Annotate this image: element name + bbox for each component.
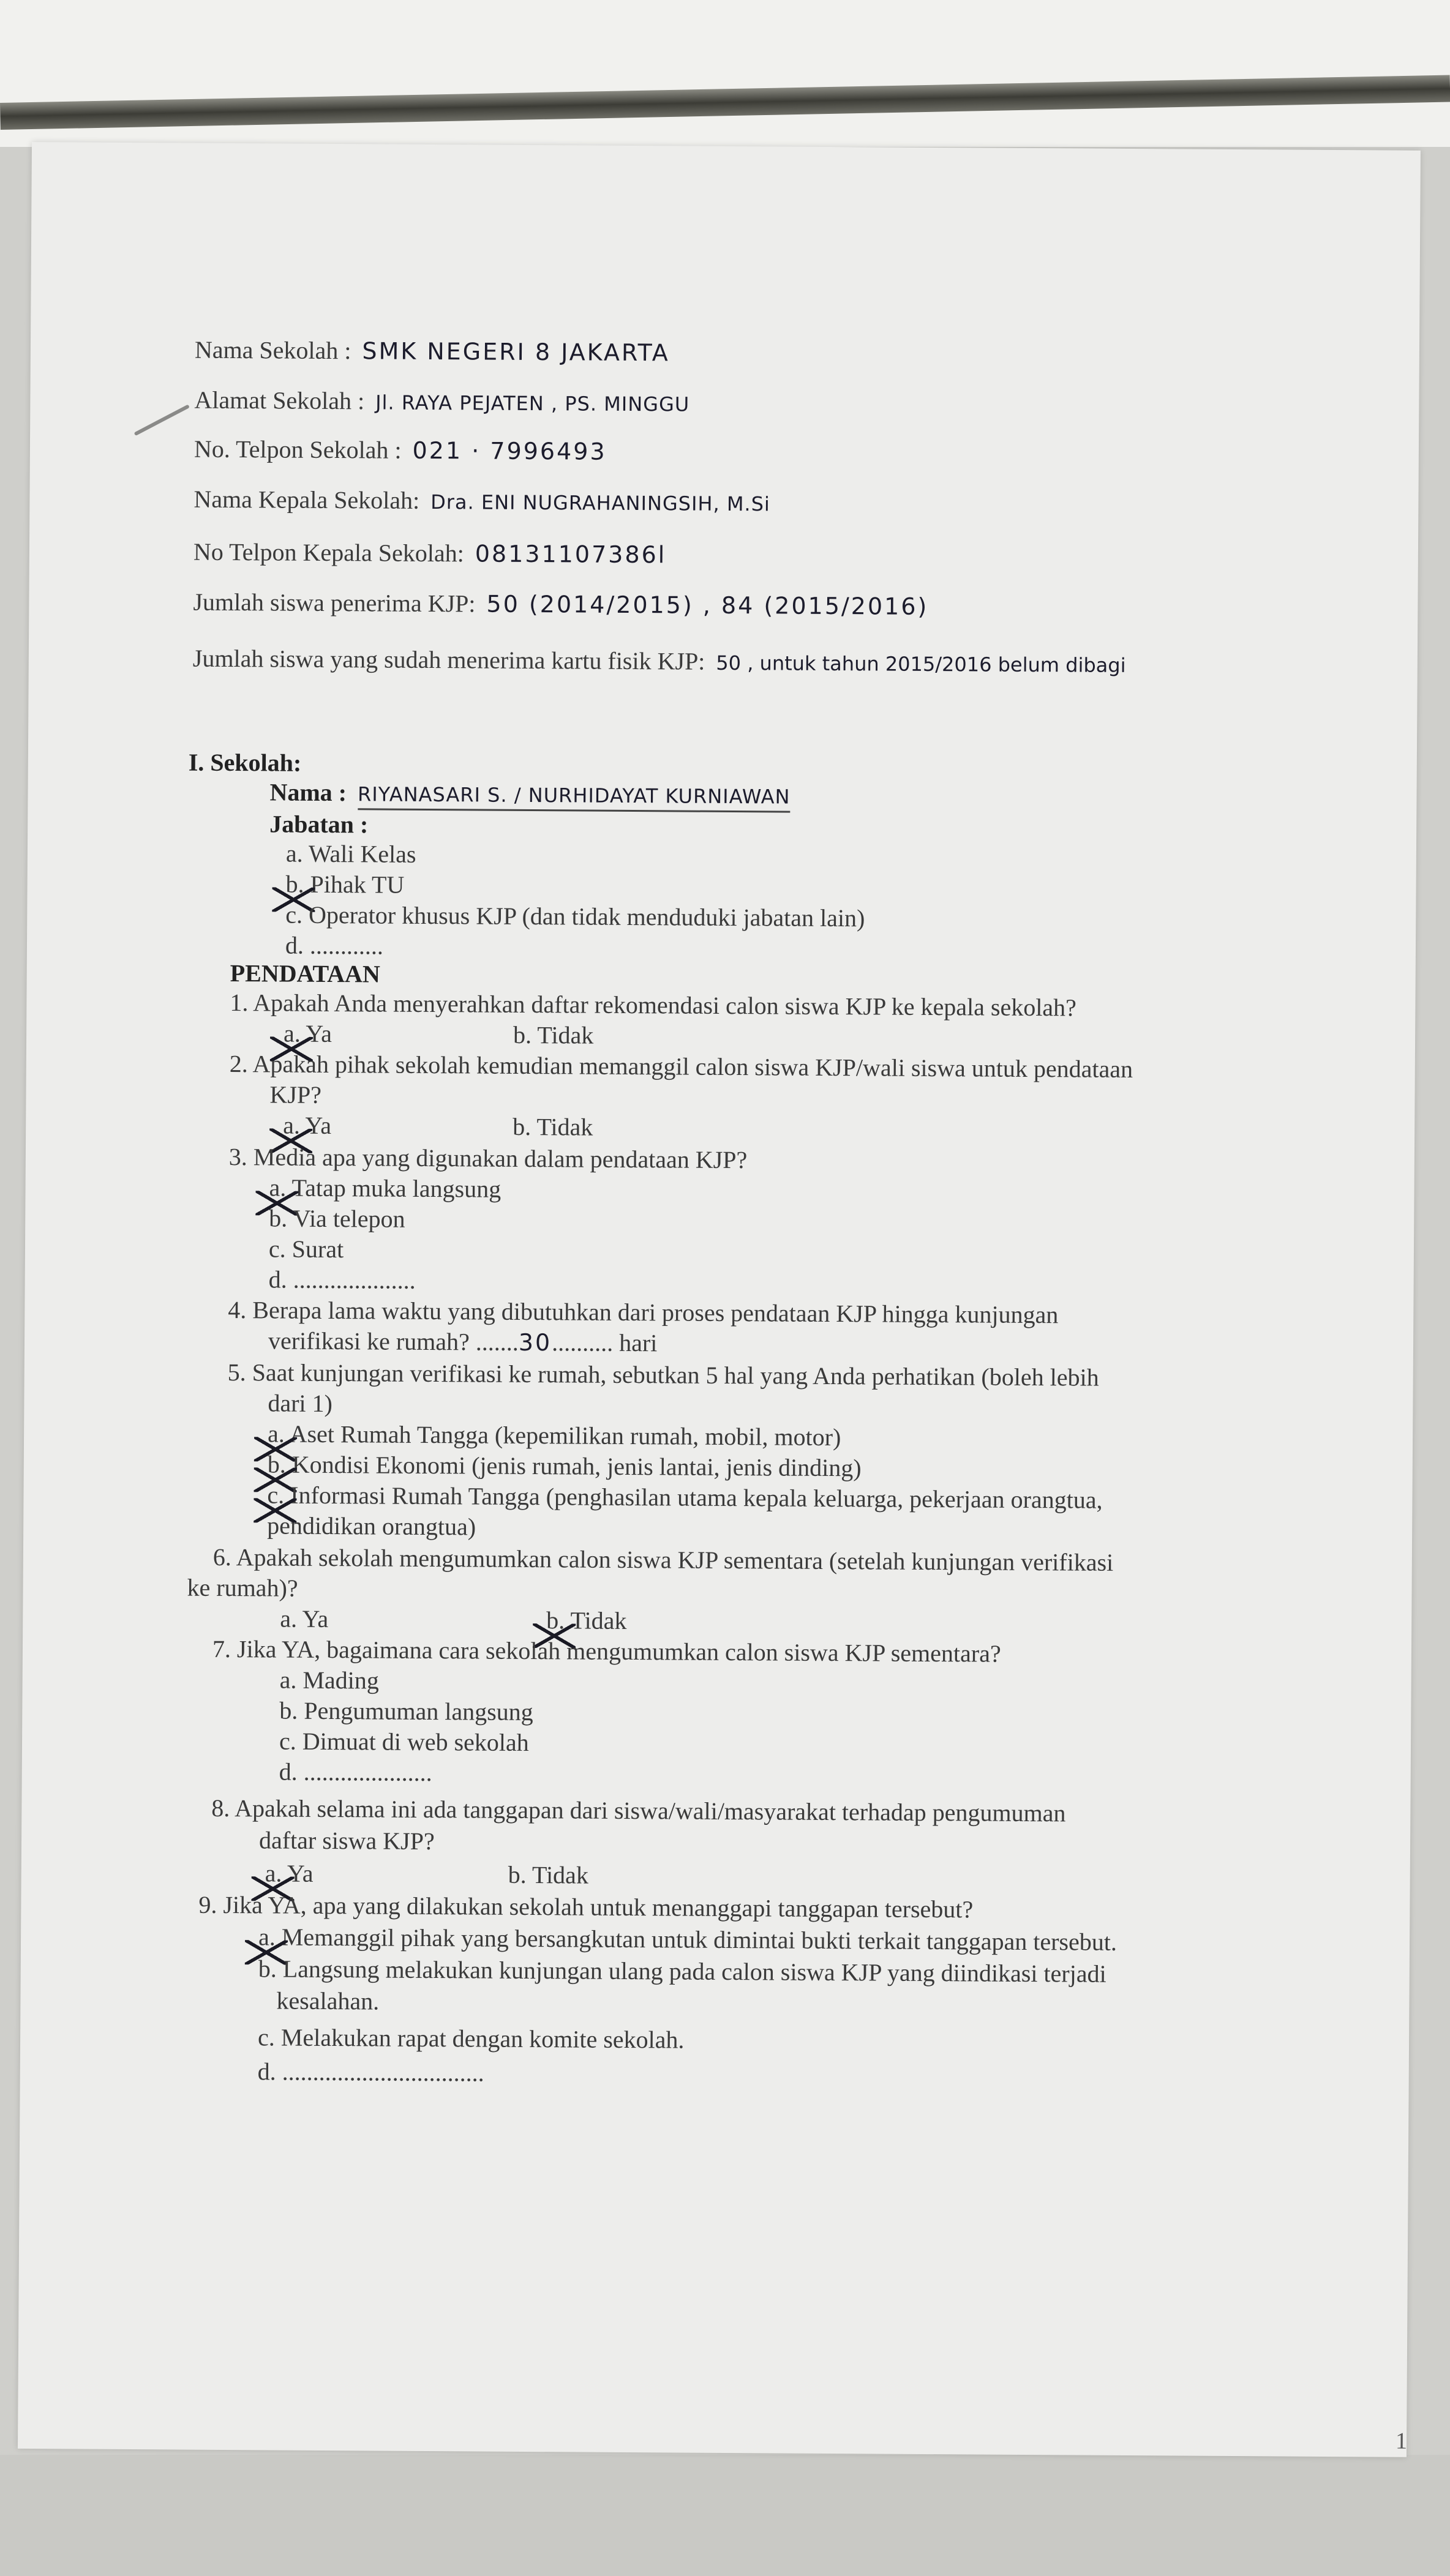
q7-option-a: a. Mading	[279, 1666, 379, 1694]
q8-cont: daftar siswa KJP?	[258, 1826, 435, 1855]
q2-option-b: b. Tidak	[513, 1112, 593, 1141]
q5-cont: dari 1)	[268, 1389, 333, 1418]
q5-option-c-cont: pendidikan orangtua)	[267, 1511, 476, 1541]
q8-option-a: a. Ya	[265, 1859, 314, 1887]
q9-option-b-cont: kesalahan.	[276, 1986, 380, 2015]
jabatan-opt-b-text: b. Pihak TU	[285, 870, 405, 899]
alamat-value: Jl. RAYA PEJATEN , PS. MINGGU	[375, 391, 690, 416]
q9-option-b: b. Langsung melakukan kunjungan ulang pada calon siswa KJP yang diindikasi terjadi	[258, 1955, 1106, 1988]
q8: 8. Apakah selama ini ada tanggapan dari siswa/wali/masyarakat terhadap pengumuman	[211, 1794, 1066, 1827]
q7-option-d: d. .....................	[279, 1758, 432, 1787]
q9-option-c: c. Melakukan rapat dengan komite sekolah.	[257, 2023, 685, 2054]
q2-cont: KJP?	[269, 1080, 322, 1109]
kartu-value: 50 , untuk tahun 2015/2016 belum dibagi	[716, 651, 1126, 677]
background-bottom	[0, 2455, 1450, 2576]
kepala-label: Nama Kepala Sekolah:	[193, 485, 420, 514]
nama-sekolah-value: SMK NEGERI 8 JAKARTA	[362, 337, 670, 367]
telpon-label: No. Telpon Sekolah :	[193, 435, 402, 464]
kartu-label: Jumlah siswa yang sudah menerima kartu fisik KJP:	[192, 644, 705, 675]
jabatan-opt-b	[285, 872, 404, 897]
nama-sekolah-label: Nama Sekolah :	[194, 335, 351, 365]
q9-option-a: a. Memanggil pihak yang bersangkutan untuk dimintai bukti terkait tanggapan tersebut.	[258, 1923, 1118, 1956]
q7: 7. Jika YA, bagaimana cara sekolah mengumumkan calon siswa KJP sementara?	[212, 1634, 1001, 1668]
q3-option-c: c. Surat	[268, 1235, 344, 1264]
sekolah-heading: I. Sekolah:	[188, 748, 302, 777]
penerima-label: Jumlah siswa penerima KJP:	[193, 588, 476, 618]
kepala-value: Dra. ENI NUGRAHANINGSIH, M.Si	[430, 490, 770, 516]
alamat-row	[194, 388, 689, 416]
penerima-value: 50 (2014/2015) , 84 (2015/2016)	[486, 590, 929, 620]
q3: 3. Media apa yang digunakan dalam pendataan KJP?	[228, 1142, 748, 1174]
q9-option-d: d. .................................	[257, 2057, 484, 2087]
pendataan-heading: PENDATAAN	[230, 959, 381, 988]
q5-option-b: b. Kondisi Ekonomi (jenis rumah, jenis lantai, jenis dinding)	[267, 1450, 862, 1482]
q5: 5. Saat kunjungan verifikasi ke rumah, sebutkan 5 hal yang Anda perhatikan (boleh lebih	[227, 1358, 1099, 1391]
jabatan-opt-a: a. Wali Kelas	[285, 839, 416, 868]
sekolah-nama-row	[269, 780, 790, 807]
q5-option-a: a. Aset Rumah Tangga (kepemilikan rumah, mobil, motor)	[267, 1420, 841, 1451]
q3-option-b: b. Via telepon	[269, 1204, 405, 1233]
q2: 2. Apakah pihak sekolah kemudian memanggil calon siswa KJP/wali siswa untuk pendataan	[229, 1050, 1133, 1084]
telpon-value: 021 · 7996493	[412, 436, 607, 465]
q7-option-c: c. Dimuat di web sekolah	[279, 1727, 529, 1757]
q1: 1. Apakah Anda menyerahkan daftar rekomendasi calon siswa KJP ke kepala sekolah?	[230, 989, 1077, 1022]
q6-cont: ke rumah)?	[187, 1573, 298, 1602]
penerima-row	[193, 590, 928, 619]
q1-option-b: b. Tidak	[513, 1020, 594, 1049]
telpon-row	[194, 437, 607, 464]
q6: 6. Apakah sekolah mengumumkan calon siswa KJP sementara (setelah kunjungan verifikasi	[212, 1543, 1114, 1576]
q2-option-a: a. Ya	[283, 1111, 332, 1140]
pencil-mark	[134, 404, 190, 436]
q9: 9. Jika YA, apa yang dilakukan sekolah untuk menanggapi tanggapan tersebut?	[198, 1890, 974, 1923]
q6-option-a: a. Ya	[280, 1604, 329, 1633]
kepala-row	[193, 487, 770, 515]
q8-option-b: b. Tidak	[508, 1860, 589, 1889]
q7-option-b: b. Pengumuman langsung	[279, 1696, 533, 1726]
questionnaire-page	[18, 142, 1421, 2457]
kartu-row	[193, 646, 1126, 676]
q4-value: 30	[518, 1328, 552, 1357]
telpon-kepala-label: No Telpon Kepala Sekolah:	[193, 537, 464, 567]
q4: 4. Berapa lama waktu yang dibutuhkan dari proses pendataan KJP hingga kunjungan	[228, 1295, 1059, 1329]
telpon-kepala-row	[193, 537, 667, 569]
telpon-kepala-value: 08131107386l	[475, 540, 667, 569]
q4-cont: verifikasi ke rumah? .......30.......... hari	[268, 1327, 658, 1357]
q3-option-a: a. Tatap muka langsung	[269, 1174, 501, 1203]
q3-option-d: d. ....................	[268, 1265, 416, 1294]
sekolah-nama-value: RIYANASARI S. / NURHIDAYAT KURNIAWAN	[358, 782, 791, 812]
jabatan-opt-c: c. Operator khusus KJP (dan tidak menduduki jabatan lain)	[285, 900, 865, 932]
jabatan-opt-d: d. ............	[285, 931, 384, 960]
q6-option-b: b. Tidak	[546, 1606, 627, 1634]
q1-option-a: a. Ya	[283, 1019, 332, 1048]
page-number: 1	[1395, 2428, 1408, 2454]
nama-sekolah-row	[194, 335, 670, 367]
sekolah-nama-label: Nama :	[269, 778, 347, 807]
jabatan-label: Jabatan :	[269, 810, 369, 839]
alamat-label: Alamat Sekolah :	[194, 386, 365, 415]
q5-option-c: c. Informasi Rumah Tangga (penghasilan utama kepala keluarga, pekerjaan orangtua,	[267, 1481, 1103, 1514]
